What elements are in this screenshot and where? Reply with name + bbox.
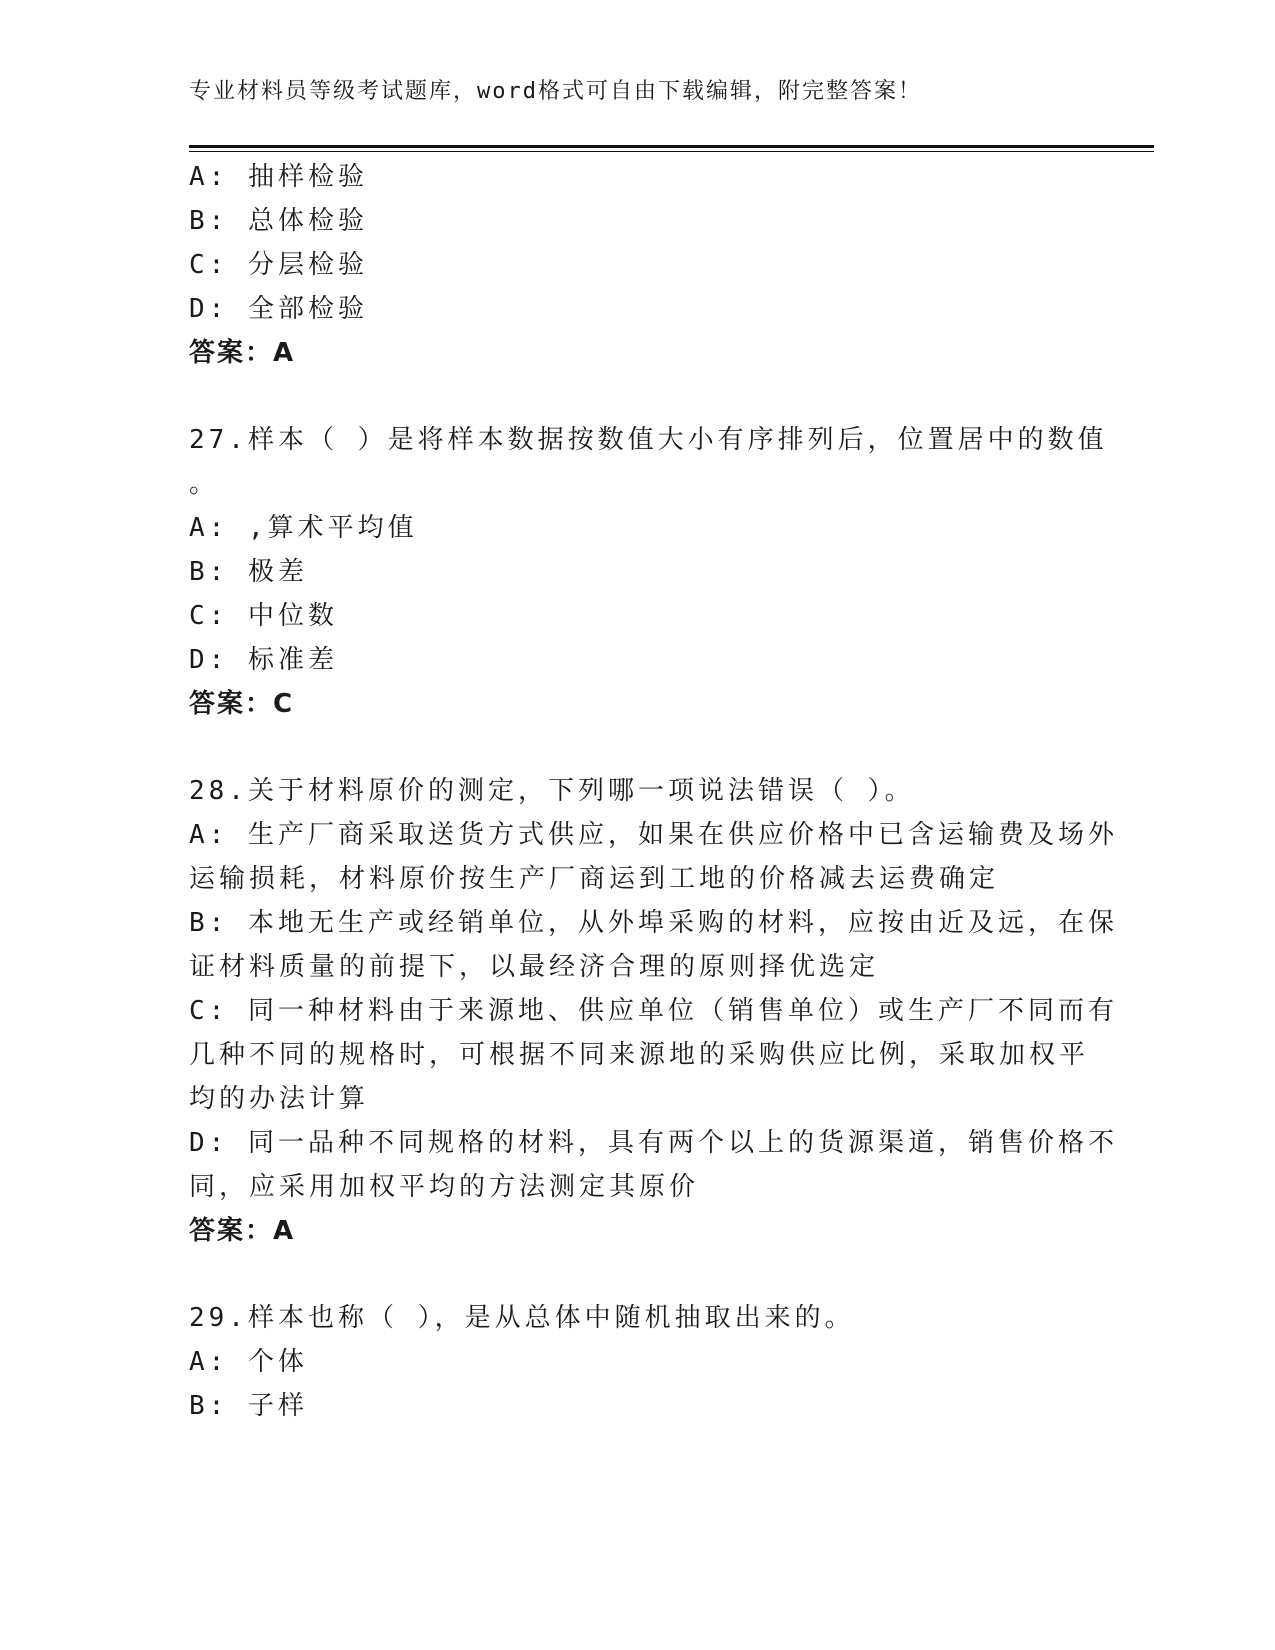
document-header: 专业材料员等级考试题库，word格式可自由下载编辑，附完整答案！ xyxy=(189,79,922,104)
q28-option-line: A: 生产厂商采取送货方式供应，如果在供应价格中已含运输费及场外 xyxy=(189,820,1118,850)
q27-option-b: B: 极差 xyxy=(189,557,308,587)
q28-answer: 答案：A xyxy=(189,1216,296,1246)
q28-option-line: 同，应采用加权平均的方法测定其原价 xyxy=(189,1172,700,1202)
q28-option-line: C: 同一种材料由于来源地、供应单位（销售单位）或生产厂不同而有 xyxy=(189,996,1118,1026)
q28-option-line: 几种不同的规格时，可根据不同来源地的采购供应比例，采取加权平 xyxy=(189,1040,1090,1070)
q27-stem-line1: 27.样本（ ）是将样本数据按数值大小有序排列后，位置居中的数值 xyxy=(189,425,1108,455)
q27-stem-line2: 。 xyxy=(189,469,220,499)
q28-option-line: B: 本地无生产或经销单位，从外埠采购的材料，应按由近及远，在保 xyxy=(189,908,1118,938)
q28-option-line: 证材料质量的前提下，以最经济合理的原则择优选定 xyxy=(189,952,880,982)
q28-option-line: 均的办法计算 xyxy=(189,1084,370,1114)
header-divider-thick xyxy=(189,145,1154,148)
q28-stem: 28.关于材料原价的测定，下列哪一项说法错误（ ）。 xyxy=(189,776,915,806)
q27-option-c: C: 中位数 xyxy=(189,601,338,631)
q29-option-a: A: 个体 xyxy=(189,1347,308,1377)
q26-answer: 答案：A xyxy=(189,338,296,368)
q29-option-b: B: 子样 xyxy=(189,1391,308,1421)
q26-option-d: D: 全部检验 xyxy=(189,294,368,324)
q26-option-b: B: 总体检验 xyxy=(189,206,368,236)
q27-option-a: A: ,算术平均值 xyxy=(189,513,418,543)
q28-option-line: 运输损耗，材料原价按生产厂商运到工地的价格减去运费确定 xyxy=(189,864,1000,894)
q27-option-d: D: 标准差 xyxy=(189,645,338,675)
q29-stem: 29.样本也称（ ），是从总体中随机抽取出来的。 xyxy=(189,1303,855,1333)
q27-answer: 答案：C xyxy=(189,689,295,719)
header-divider-thin xyxy=(189,151,1154,152)
q28-option-line: D: 同一品种不同规格的材料，具有两个以上的货源渠道，销售价格不 xyxy=(189,1128,1118,1158)
q26-option-c: C: 分层检验 xyxy=(189,250,368,280)
q26-option-a: A: 抽样检验 xyxy=(189,162,368,192)
